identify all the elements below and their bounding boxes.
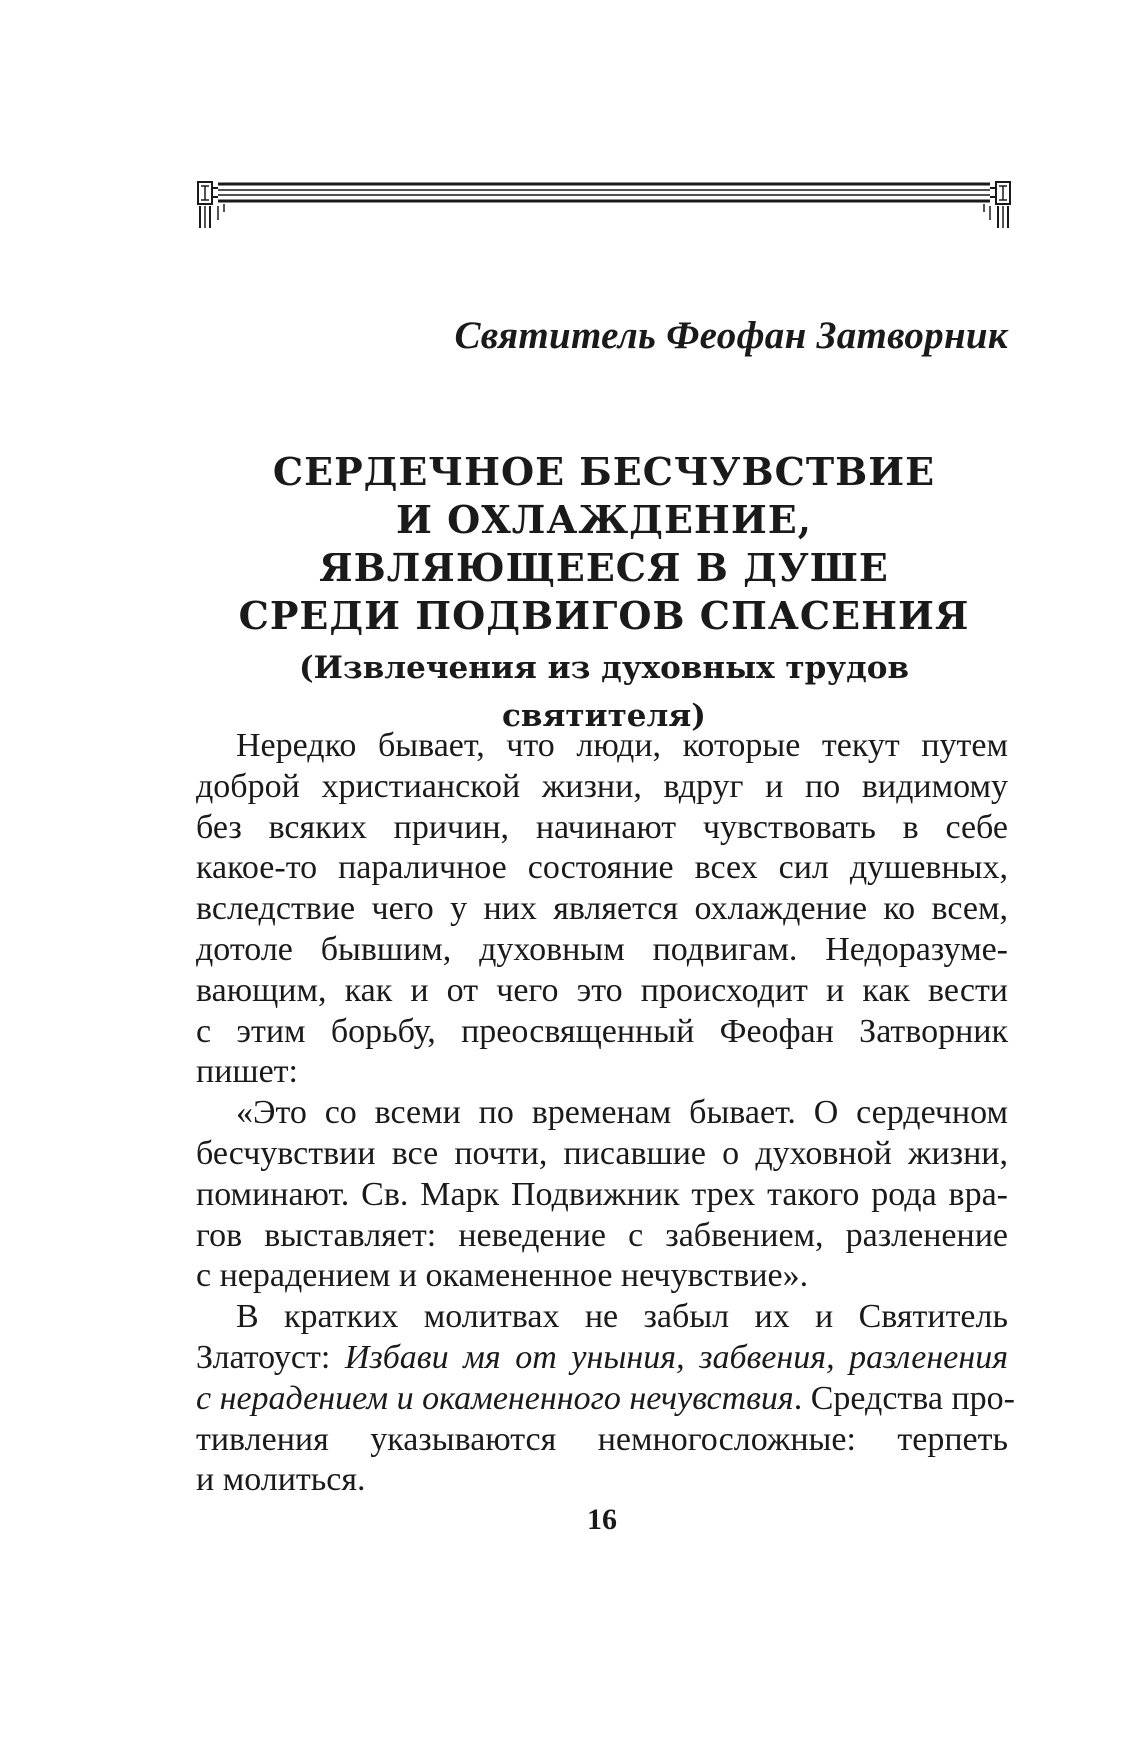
text-line: вающим, как и от чего это происходит и как вести	[196, 971, 1008, 1009]
page-number: 16	[587, 1503, 617, 1536]
prayer-quote-italic: с нерадением и окамененного нечувствия	[196, 1379, 794, 1417]
prayer-quote-italic: Избави мя от уныния, забвения, разленения	[344, 1338, 1008, 1376]
author-heading: Святитель Феофан Затворник	[454, 314, 1008, 357]
text-line: пишет:	[196, 1053, 298, 1091]
title-line-3: ЯВЛЯЮЩЕЕСЯ В ДУШЕ	[319, 545, 889, 590]
title-line-4: СРЕДИ ПОДВИГОВ СПАСЕНИЯ	[238, 593, 970, 638]
text-line: какое-то параличное состояние всех сил душевных,	[196, 849, 1008, 887]
paragraph-3	[196, 1297, 1016, 1501]
paragraph-2	[196, 1093, 1008, 1297]
text-line: гов выставляет: неведение с забвением, разленение	[196, 1216, 1008, 1254]
text-plain: . Средства про-	[793, 1379, 1016, 1417]
text-line: дотоле бывшим, духовным подвигам. Недоразуме-	[196, 930, 1008, 968]
text-line: тивления указываются немногосложные: терпеть	[196, 1420, 1008, 1458]
text-plain: Златоуст:	[196, 1338, 345, 1376]
text-line: бесчувствии все почти, писавшие о духовной жизни,	[196, 1134, 1008, 1172]
text-line: и молиться.	[196, 1461, 366, 1499]
title-line-2: И ОХЛАЖДЕНИЕ,	[396, 497, 812, 542]
paragraph-1	[196, 726, 1008, 1093]
title-line-1: СЕРДЕЧНОЕ БЕСЧУВСТВИЕ	[272, 449, 936, 494]
text-line: «Это со всеми по временам бывает. О сердечном	[236, 1094, 1008, 1132]
text-line: с нерадением и окамененное нечувствие».	[196, 1257, 809, 1295]
text-line: Нередко бывает, что люди, которые текут путем	[236, 727, 1008, 764]
chapter-title	[196, 448, 1012, 734]
text-line: без всяких причин, начинают чувствовать в себе	[196, 808, 1008, 846]
text-line	[196, 1338, 1008, 1379]
text-line	[196, 1379, 1016, 1420]
text-line: вследствие чего у них является охлаждение ко всем,	[196, 890, 1008, 928]
text-line: поминают. Св. Марк Подвижник трех такого рода вра-	[196, 1175, 1008, 1213]
body-text	[196, 726, 1016, 1501]
header-ornament	[196, 180, 1012, 232]
title-subtitle: (Извлечения из духовных трудов святителя)	[298, 650, 910, 734]
text-line: В кратких молитвах не забыл их и Святитель	[236, 1298, 1008, 1336]
text-line: доброй христианской жизни, вдруг и по видимому	[196, 767, 1008, 805]
text-line: с этим борьбу, преосвященный Феофан Затворник	[196, 1012, 1008, 1050]
